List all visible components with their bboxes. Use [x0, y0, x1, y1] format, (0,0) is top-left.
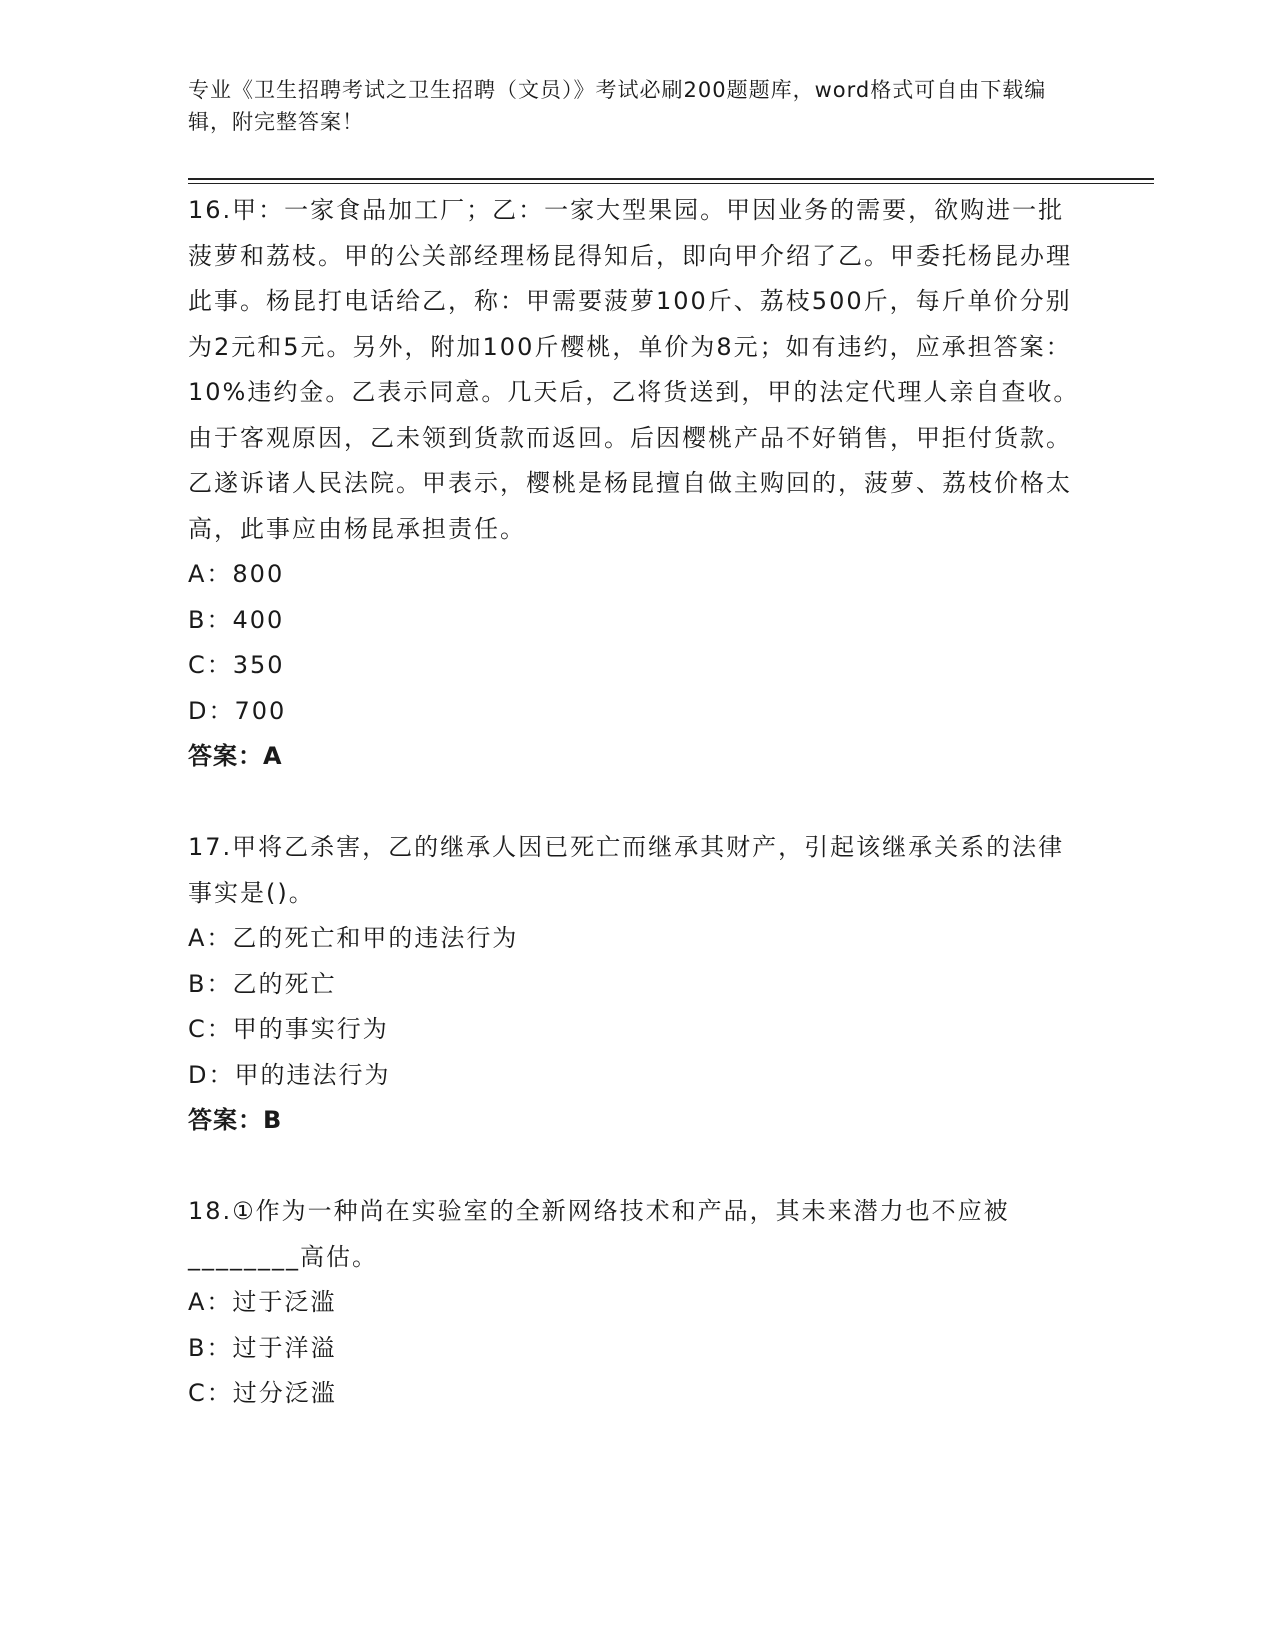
option-b: B：400: [188, 605, 285, 634]
document-header: 专业《卫生招聘考试之卫生招聘（文员）》考试必刷200题题库，word格式可自由下载编辑，附完整答案！: [188, 78, 1047, 134]
option-c: C：过分泛滥: [188, 1379, 337, 1407]
question-16: [188, 188, 1088, 780]
option-a: A：800: [188, 560, 285, 588]
option-d: D：700: [188, 696, 287, 725]
option-a: A：乙的死亡和甲的违法行为: [188, 924, 519, 952]
question-stem: 16.甲：一家食品加工厂；乙：一家大型果园。甲因业务的需要，欲购进一批菠萝和荔枝。甲的公关部经理杨昆得知后，即向甲介绍了乙。甲委托杨昆办理此事。杨昆打电话给乙，称：甲需要菠萝100斤、荔枝500斤，每斤单价分别为2元和5元。另外，附加100斤樱桃，单价为8元；如有违约，应承担答案：10%违约金。乙表示同意。几天后，乙将货送到，甲的法定代理人亲自查收。由于客观原因，乙未领到货款而返回。后因樱桃产品不好销售，甲拒付货款。乙遂诉诸人民法院。甲表示，樱桃是杨昆擅自做主购回的，菠萝、荔枝价格太高，此事应由杨昆承担责任。: [188, 196, 1080, 543]
option-b: B：乙的死亡: [188, 969, 337, 998]
answer-line: 答案：A: [188, 742, 283, 770]
header-divider-thick: [188, 178, 1154, 180]
spacer: [188, 1144, 1088, 1190]
question-stem: 17.甲将乙杀害，乙的继承人因已死亡而继承其财产，引起该继承关系的法律事实是()。: [188, 833, 1065, 907]
question-18: [188, 1189, 1088, 1417]
option-d: D：甲的违法行为: [188, 1060, 391, 1089]
header-divider-thin: [188, 183, 1154, 184]
option-b: B：过于洋溢: [188, 1333, 337, 1362]
option-c: C：甲的事实行为: [188, 1015, 389, 1043]
spacer: [188, 780, 1088, 826]
option-a: A：过于泛滥: [188, 1288, 337, 1316]
option-c: C：350: [188, 651, 285, 679]
question-list: [188, 188, 1088, 1417]
answer-line: 答案：B: [188, 1106, 283, 1134]
question-17: [188, 825, 1088, 1144]
question-stem: 18.①作为一种尚在实验室的全新网络技术和产品，其未来潜力也不应被________高估。: [188, 1197, 1010, 1271]
